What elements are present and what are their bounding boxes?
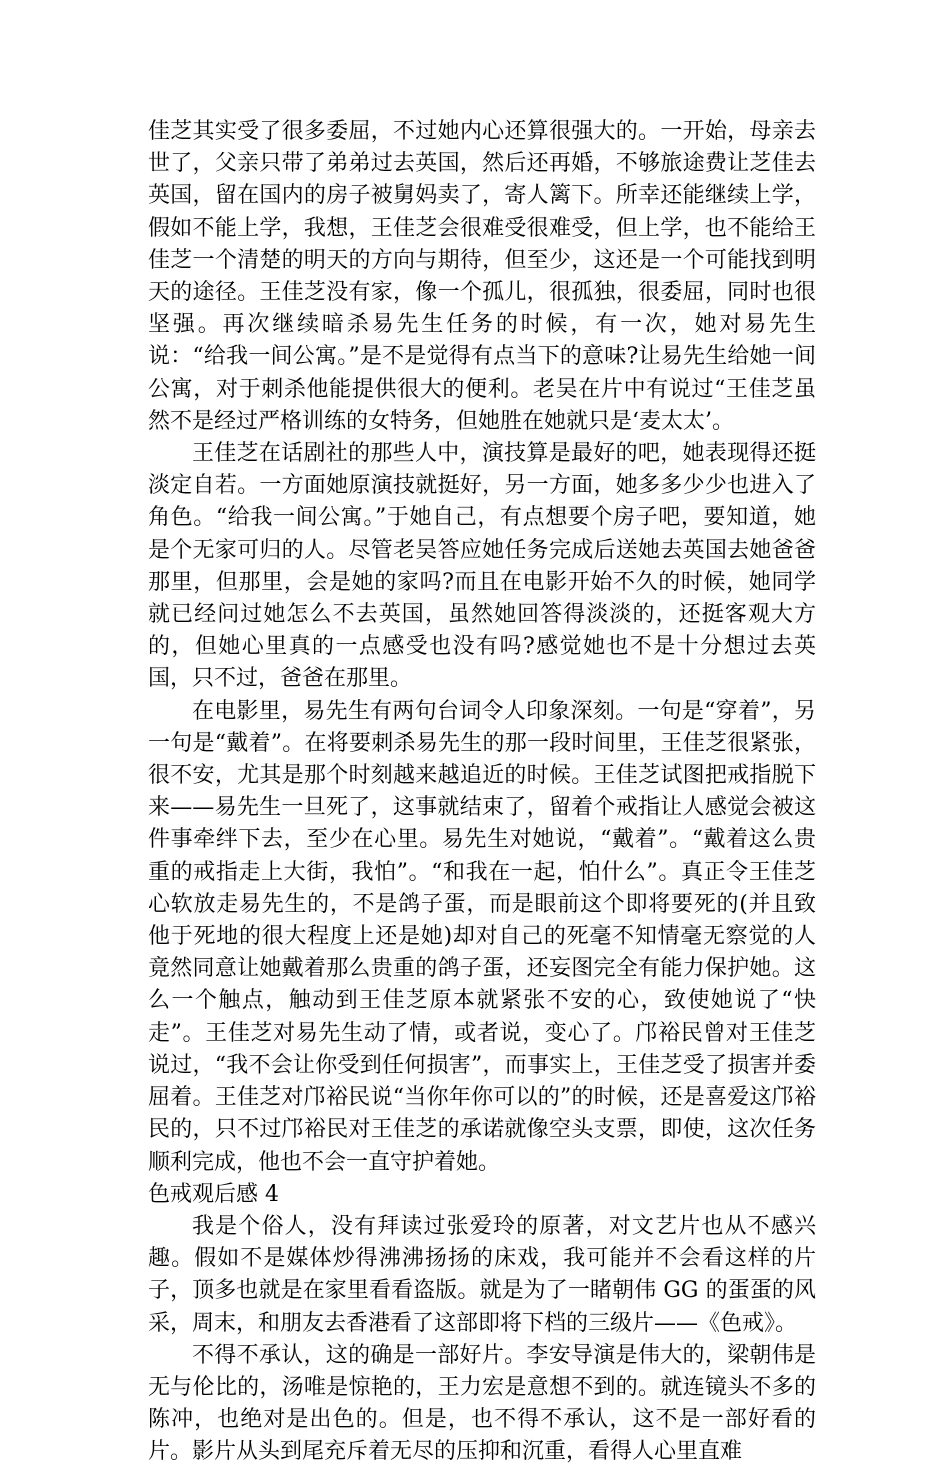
paragraph: 我是个俗人，没有拜读过张爱玲的原著，对文艺片也从不感兴趣。假如不是媒体炒得沸沸扬扬的床戏，我可能并不会看这样的片子，顶多也就是在家里看看盗版。就是为了一睹朝伟 GG 的蛋蛋的风采，周末，和朋友去香港看了这部即将下档的三级片——《色戒》。 xyxy=(148,1213,816,1336)
paragraph: 佳芝其实受了很多委屈，不过她内心还算很强大的。一开始，母亲去世了，父亲只带了弟弟过去英国，然后还再婚，不够旅途费让芝佳去英国，留在国内的房子被舅妈卖了，寄人篱下。所幸还能继续上学，假如不能上学，我想，王佳芝会很难受很难受，但上学，也不能给王佳芝一个清楚的明天的方向与期待，但至少，这还是一个可能找到明天的途径。王佳芝没有家，像一个孤儿，很孤独，很委屈，同时也很坚强。再次继续暗杀易先生任务的时候，有一次，她对易先生说：“给我一间公寓。”是不是觉得有点当下的意味?让易先生给她一间公寓，对于刺杀他能提供很大的便利。老吴在片中有说过“王佳芝虽然不是经过严格训练的女特务，但她胜在她就只是‘麦太太’。 xyxy=(148,119,816,434)
document-body xyxy=(148,116,816,1469)
paragraph: 不得不承认，这的确是一部好片。李安导演是伟大的，梁朝伟是无与伦比的，汤唯是惊艳的，王力宏是意想不到的。就连镜头不多的陈冲，也绝对是出色的。但是，也不得不承认，这不是一部好看的片。影片从头到尾充斥着无尽的压抑和沉重，看得人心里直难 xyxy=(148,1342,816,1465)
section-heading: 色戒观后感 4 xyxy=(148,1181,279,1207)
paragraph: 在电影里，易先生有两句台词令人印象深刻。一句是“穿着”，另一句是“戴着”。在将要刺杀易先生的那一段时间里，王佳芝很紧张，很不安，尤其是那个时刻越来越追近的时候。王佳芝试图把戒指脱下来——易先生一旦死了，这事就结束了，留着个戒指让人感觉会被这件事牵绊下去，至少在心里。易先生对她说，“戴着”。“戴着这么贵重的戒指走上大街，我怕”。“和我在一起，怕什么”。真正令王佳芝心软放走易先生的，不是鸽子蛋，而是眼前这个即将要死的(并且致他于死地的很大程度上还是她)却对自己的死毫不知情毫无察觉的人竟然同意让她戴着那么贵重的鸽子蛋，还妄图完全有能力保护她。这么一个触点，触动到王佳芝原本就紧张不安的心，致使她说了“快走”。王佳芝对易先生动了情，或者说，变心了。邝裕民曾对王佳芝说过，“我不会让你受到任何损害”，而事实上，王佳芝受了损害并委屈着。王佳芝对邝裕民说“当你年你可以的”的时候，还是喜爱这邝裕民的，只不过邝裕民对王佳芝的承诺就像空头支票，即使，这次任务顺利完成，他也不会一直守护着她。 xyxy=(148,698,816,1175)
paragraph: 王佳芝在话剧社的那些人中，演技算是最好的吧，她表现得还挺淡定自若。一方面她原演技就挺好，另一方面，她多多少少也进入了角色。“给我一间公寓。”于她自己，有点想要个房子吧，要知道，她是个无家可归的人。尽管老吴答应她任务完成后送她去英国去她爸爸那里，但那里，会是她的家吗?而且在电影开始不久的时候，她同学就已经问过她怎么不去英国，虽然她回答得淡淡的，还挺客观大方的，但她心里真的一点感受也没有吗?感觉她也不是十分想过去英国，只不过，爸爸在那里。 xyxy=(148,441,816,692)
